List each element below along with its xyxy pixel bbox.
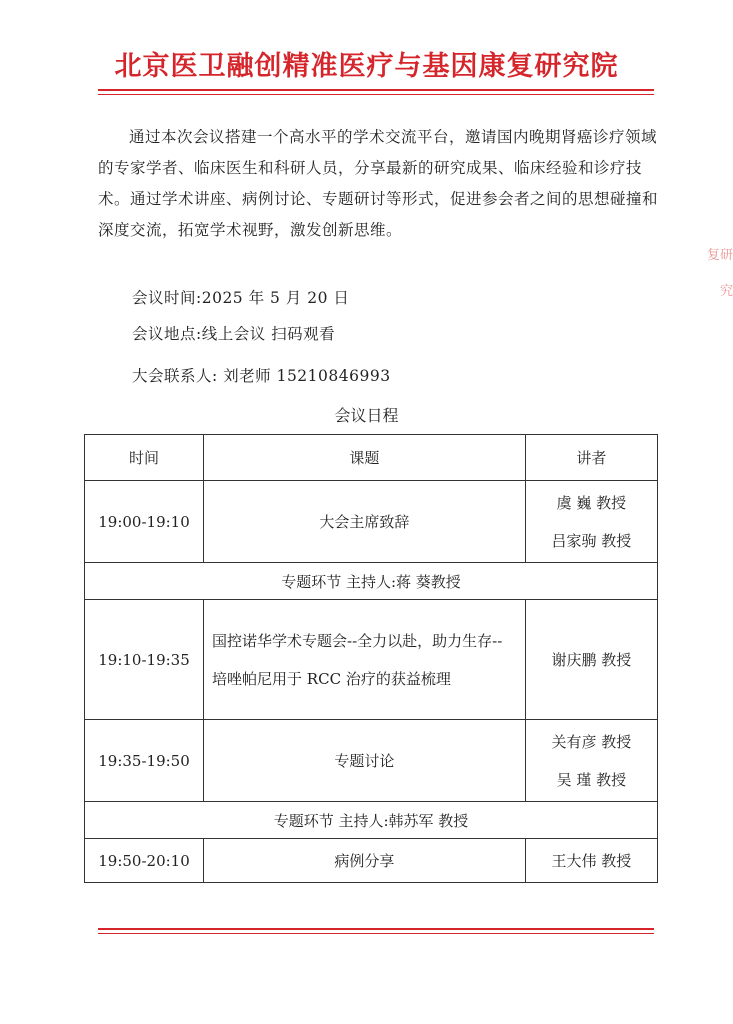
schedule-title: 会议日程 — [334, 406, 399, 425]
header-topic: 课题 — [204, 435, 526, 481]
section-label: 专题环节 主持人:韩苏军 教授 — [85, 802, 658, 839]
cell-time: 19:00-19:10 — [85, 481, 204, 563]
speaker-name: 关有彦 教授 — [551, 732, 632, 751]
footer-rule — [98, 928, 654, 930]
meeting-time: 会议时间:2025 年 5 月 20 日 — [132, 289, 350, 307]
header-title: 北京医卫融创精准医疗与基因康复研究院 — [114, 51, 619, 82]
table-header-row — [85, 435, 658, 481]
cell-time: 19:50-20:10 — [85, 839, 204, 883]
header-rule-thin — [98, 94, 654, 95]
table-row — [85, 839, 658, 883]
section-row — [85, 563, 658, 600]
meeting-place: 会议地点:线上会议 扫码观看 — [132, 325, 336, 343]
cell-time: 19:35-19:50 — [85, 720, 204, 802]
cell-speaker: 王大伟 教授 — [525, 839, 657, 883]
table-row — [85, 481, 658, 563]
header-speaker: 讲者 — [525, 435, 657, 481]
cell-time: 19:10-19:35 — [85, 600, 204, 720]
cell-topic: 专题讨论 — [204, 720, 526, 802]
header-rule — [98, 89, 654, 91]
cell-topic: 国控诺华学术专题会--全力以赴，助力生存--培唑帕尼用于 RCC 治疗的获益梳理 — [204, 600, 526, 720]
section-row — [85, 802, 658, 839]
table-row — [85, 720, 658, 802]
section-label: 专题环节 主持人:蒋 葵教授 — [85, 563, 658, 600]
cell-speaker — [525, 481, 657, 563]
speaker-name: 吕家驹 教授 — [551, 531, 632, 550]
header-time: 时间 — [85, 435, 204, 481]
seal-stamp: 复研究 — [706, 248, 733, 299]
cell-topic: 病例分享 — [204, 839, 526, 883]
cell-speaker — [525, 720, 657, 802]
speaker-name: 虞 巍 教授 — [556, 493, 627, 512]
meeting-contact: 大会联系人: 刘老师 15210846993 — [132, 367, 391, 385]
speaker-name: 吴 瑾 教授 — [556, 770, 627, 789]
table-row — [85, 600, 658, 720]
footer-rule-thin — [98, 933, 654, 934]
cell-topic: 大会主席致辞 — [204, 481, 526, 563]
schedule-table — [84, 434, 658, 883]
cell-speaker: 谢庆鹏 教授 — [525, 600, 657, 720]
intro-paragraph: 通过本次会议搭建一个高水平的学术交流平台，邀请国内晚期肾癌诊疗领域的专家学者、临床医生和科研人员，分享最新的研究成果、临床经验和诊疗技术。通过学术讲座、病例讨论、专题研讨等形式，促进参会者之间的思想碰撞和深度交流，拓宽学术视野，激发创新思维。 — [98, 128, 659, 239]
